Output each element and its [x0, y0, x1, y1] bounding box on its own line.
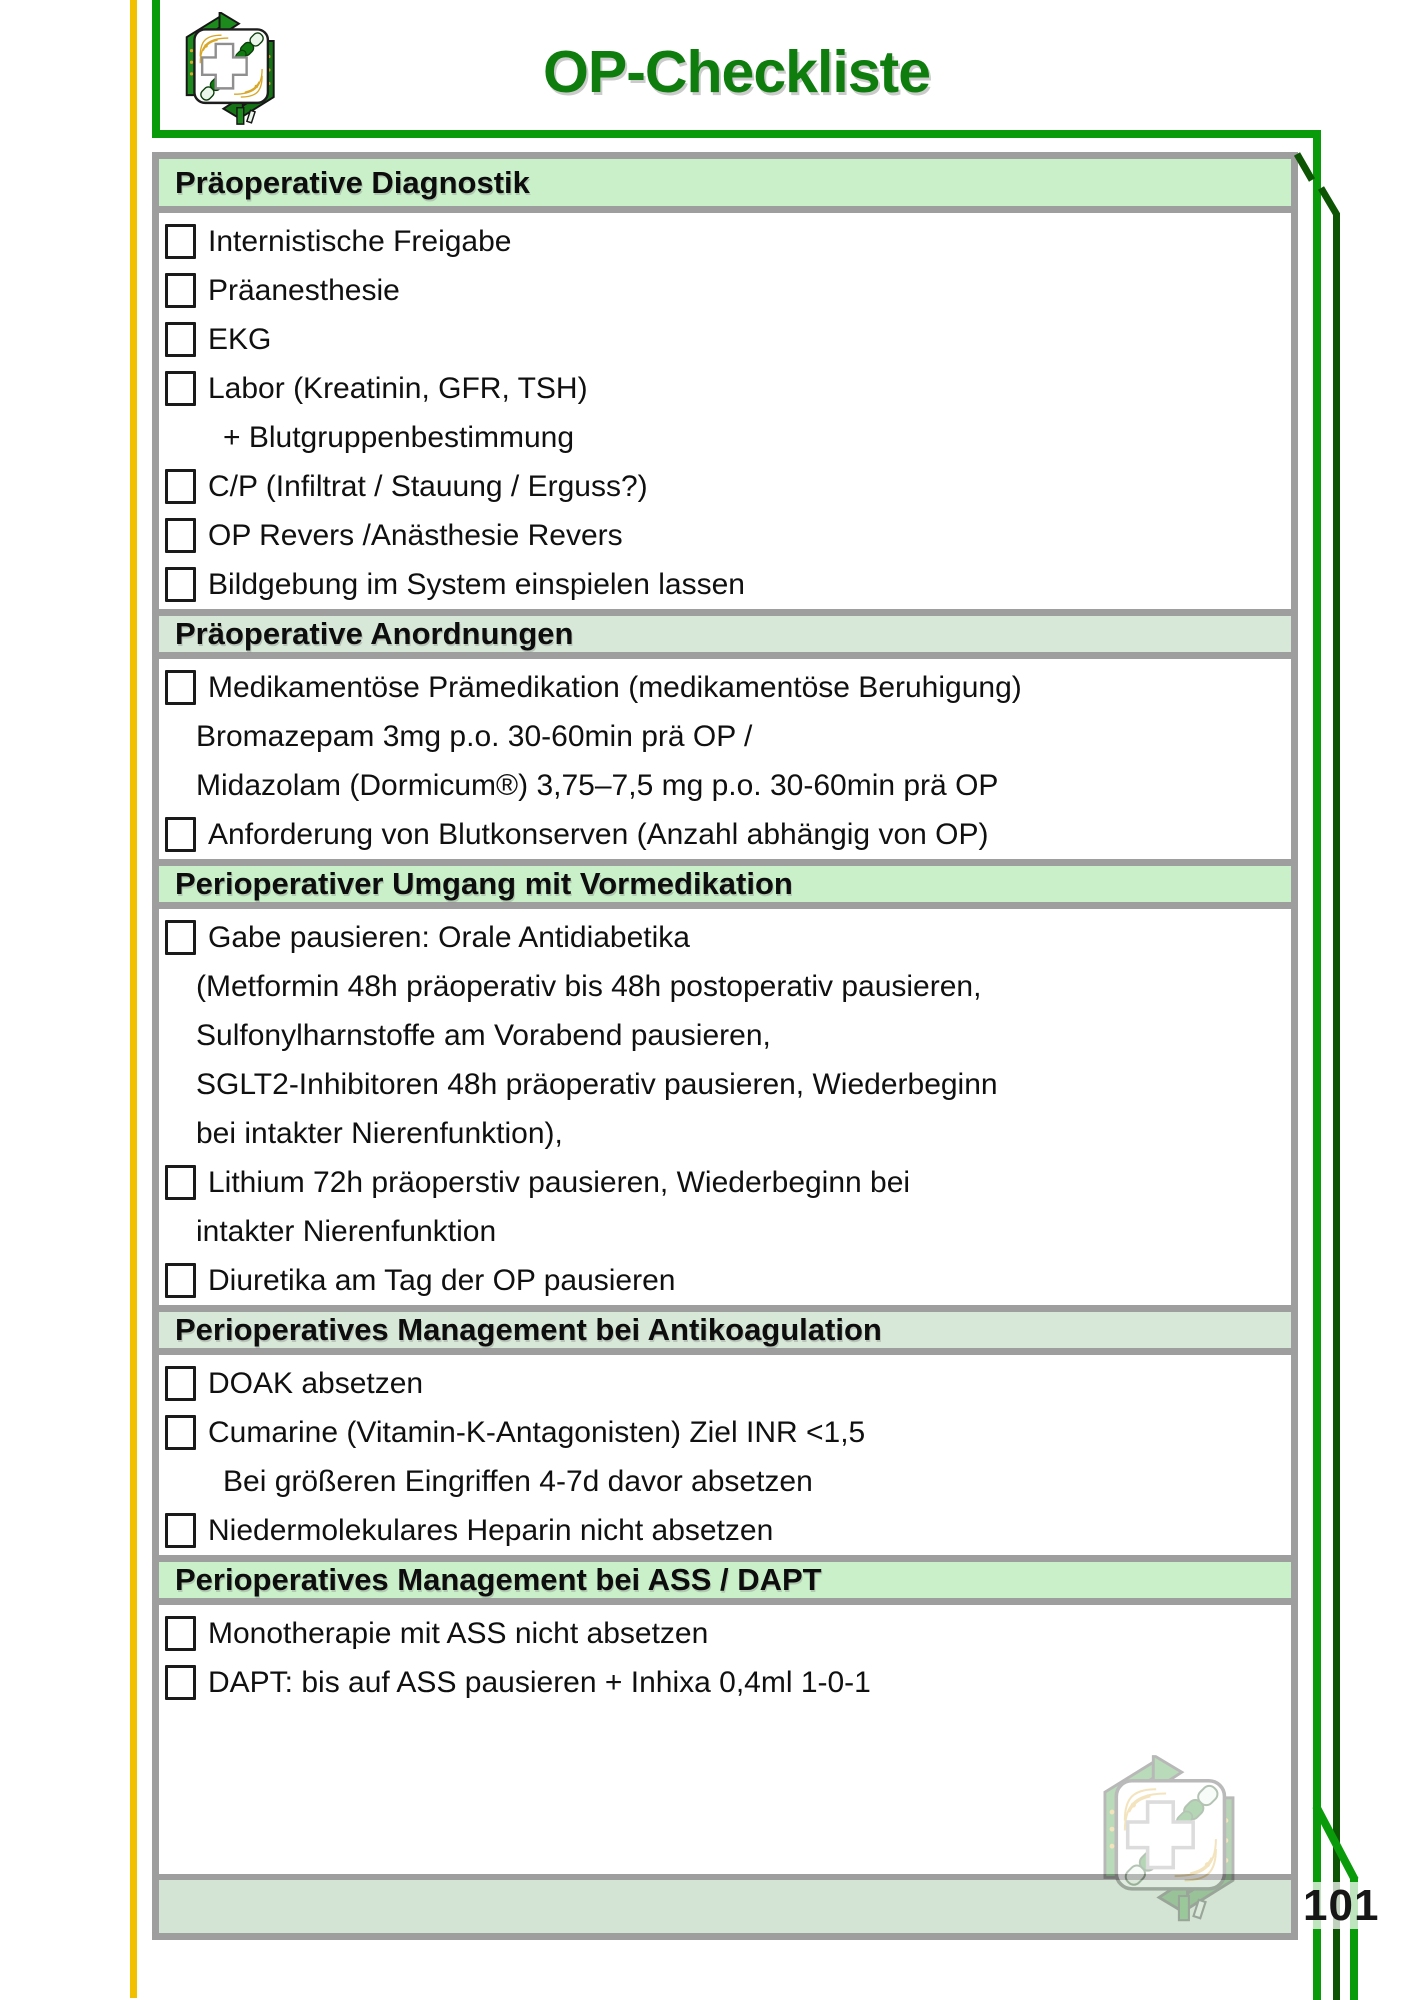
checklist-item [159, 1408, 1291, 1457]
item-text: Sulfonylharnstoffe am Vorabend pausieren, [196, 1018, 771, 1052]
section-items [159, 1605, 1291, 1707]
item-text: Midazolam (Dormicum®) 3,75–7,5 mg p.o. 30-60min prä OP [196, 768, 999, 802]
section-header: Präoperative Anordnungen [159, 609, 1291, 659]
checklist-item-continuation [159, 1060, 1291, 1109]
checklist-item-continuation [159, 1207, 1291, 1256]
item-text: Cumarine (Vitamin-K-Antagonisten) Ziel INR <1,5 [208, 1415, 866, 1449]
green-rule-dark [1333, 213, 1340, 2000]
item-text: Bei größeren Eingriffen 4-7d davor absetzen [223, 1464, 813, 1498]
checklist-item-continuation [159, 962, 1291, 1011]
section-header: Perioperatives Management bei Antikoagulation [159, 1305, 1291, 1355]
item-text: Lithium 72h präoperstiv pausieren, Wiederbeginn bei [208, 1165, 911, 1199]
checklist-item [159, 810, 1291, 859]
section-header: Präoperative Diagnostik [159, 159, 1291, 213]
item-text: bei intakter Nierenfunktion), [196, 1116, 563, 1150]
checklist-item-continuation [159, 712, 1291, 761]
checkbox-icon[interactable] [165, 371, 196, 406]
section-items [159, 213, 1291, 609]
checkbox-icon[interactable] [165, 322, 196, 357]
checklist [152, 152, 1298, 1940]
checklist-item [159, 511, 1291, 560]
checklist-item [159, 364, 1291, 413]
item-text: Internistische Freigabe [208, 224, 512, 258]
checklist-item [159, 1256, 1291, 1305]
item-text: EKG [208, 322, 272, 356]
section-header: Perioperativer Umgang mit Vormedikation [159, 859, 1291, 909]
checkbox-icon[interactable] [165, 1263, 196, 1298]
checklist-sections [159, 159, 1291, 1874]
page-number: 101 [1303, 1881, 1380, 1930]
item-text: Monotherapie mit ASS nicht absetzen [208, 1616, 709, 1650]
item-text: Diuretika am Tag der OP pausieren [208, 1263, 676, 1297]
item-text: Medikamentöse Prämedikation (medikamentöse Beruhigung) [208, 670, 1022, 704]
checklist-item-continuation [159, 1109, 1291, 1158]
checklist-item [159, 1609, 1291, 1658]
checklist-item [159, 1506, 1291, 1555]
checklist-item-continuation [159, 761, 1291, 810]
checklist-item [159, 315, 1291, 364]
checkbox-icon[interactable] [165, 670, 196, 705]
item-text: DOAK absetzen [208, 1366, 424, 1400]
checkbox-icon[interactable] [165, 1665, 196, 1700]
checklist-item [159, 560, 1291, 609]
checklist-item [159, 266, 1291, 315]
checkbox-icon[interactable] [165, 224, 196, 259]
checkbox-icon[interactable] [165, 567, 196, 602]
checklist-item [159, 1158, 1291, 1207]
checkbox-icon[interactable] [165, 469, 196, 504]
watermark-logo-icon [1085, 1738, 1270, 1943]
checkbox-icon[interactable] [165, 1415, 196, 1450]
checklist-item [159, 913, 1291, 962]
checkbox-icon[interactable] [165, 1366, 196, 1401]
item-text: Bildgebung im System einspielen lassen [208, 567, 745, 601]
yellow-rule [130, 0, 137, 1998]
checklist-item [159, 663, 1291, 712]
item-text: + Blutgruppenbestimmung [223, 420, 575, 454]
checklist-item [159, 462, 1291, 511]
item-text: Gabe pausieren: Orale Antidiabetika [208, 920, 690, 954]
item-text: Präanesthesie [208, 273, 400, 307]
item-text: Labor (Kreatinin, GFR, TSH) [208, 371, 588, 405]
item-text: SGLT2-Inhibitoren 48h präoperativ pausieren, Wiederbeginn [196, 1067, 998, 1101]
checklist-item [159, 1359, 1291, 1408]
checkbox-icon[interactable] [165, 1165, 196, 1200]
item-text: intakter Nierenfunktion [196, 1214, 497, 1248]
checklist-item-continuation [159, 413, 1291, 462]
checkbox-icon[interactable] [165, 920, 196, 955]
checklist-item [159, 1658, 1291, 1707]
green-rule-bright [1313, 130, 1321, 2000]
checklist-item-continuation [159, 1457, 1291, 1506]
item-text: Bromazepam 3mg p.o. 30-60min prä OP / [196, 719, 753, 753]
item-text: C/P (Infiltrat / Stauung / Erguss?) [208, 469, 648, 503]
section-items [159, 659, 1291, 859]
section-items [159, 909, 1291, 1305]
checkbox-icon[interactable] [165, 1513, 196, 1548]
item-text: Niedermolekulares Heparin nicht absetzen [208, 1513, 774, 1547]
checklist-item-continuation [159, 1011, 1291, 1060]
section-header: Perioperatives Management bei ASS / DAPT [159, 1555, 1291, 1605]
checkbox-icon[interactable] [165, 817, 196, 852]
item-text: Anforderung von Blutkonserven (Anzahl abhängig von OP) [208, 817, 989, 851]
page-title: OP-Checkliste [542, 39, 931, 105]
section-items [159, 1355, 1291, 1555]
checkbox-icon[interactable] [165, 518, 196, 553]
checklist-item [159, 217, 1291, 266]
item-text: OP Revers /Anästhesie Revers [208, 518, 623, 552]
checkbox-icon[interactable] [165, 1616, 196, 1651]
checkbox-icon[interactable] [165, 273, 196, 308]
header-bottom-green-rule [152, 130, 1321, 138]
item-text: (Metformin 48h präoperativ bis 48h postoperativ pausieren, [196, 969, 982, 1003]
item-text: DAPT: bis auf ASS pausieren + Inhixa 0,4ml 1-0-1 [208, 1665, 871, 1699]
